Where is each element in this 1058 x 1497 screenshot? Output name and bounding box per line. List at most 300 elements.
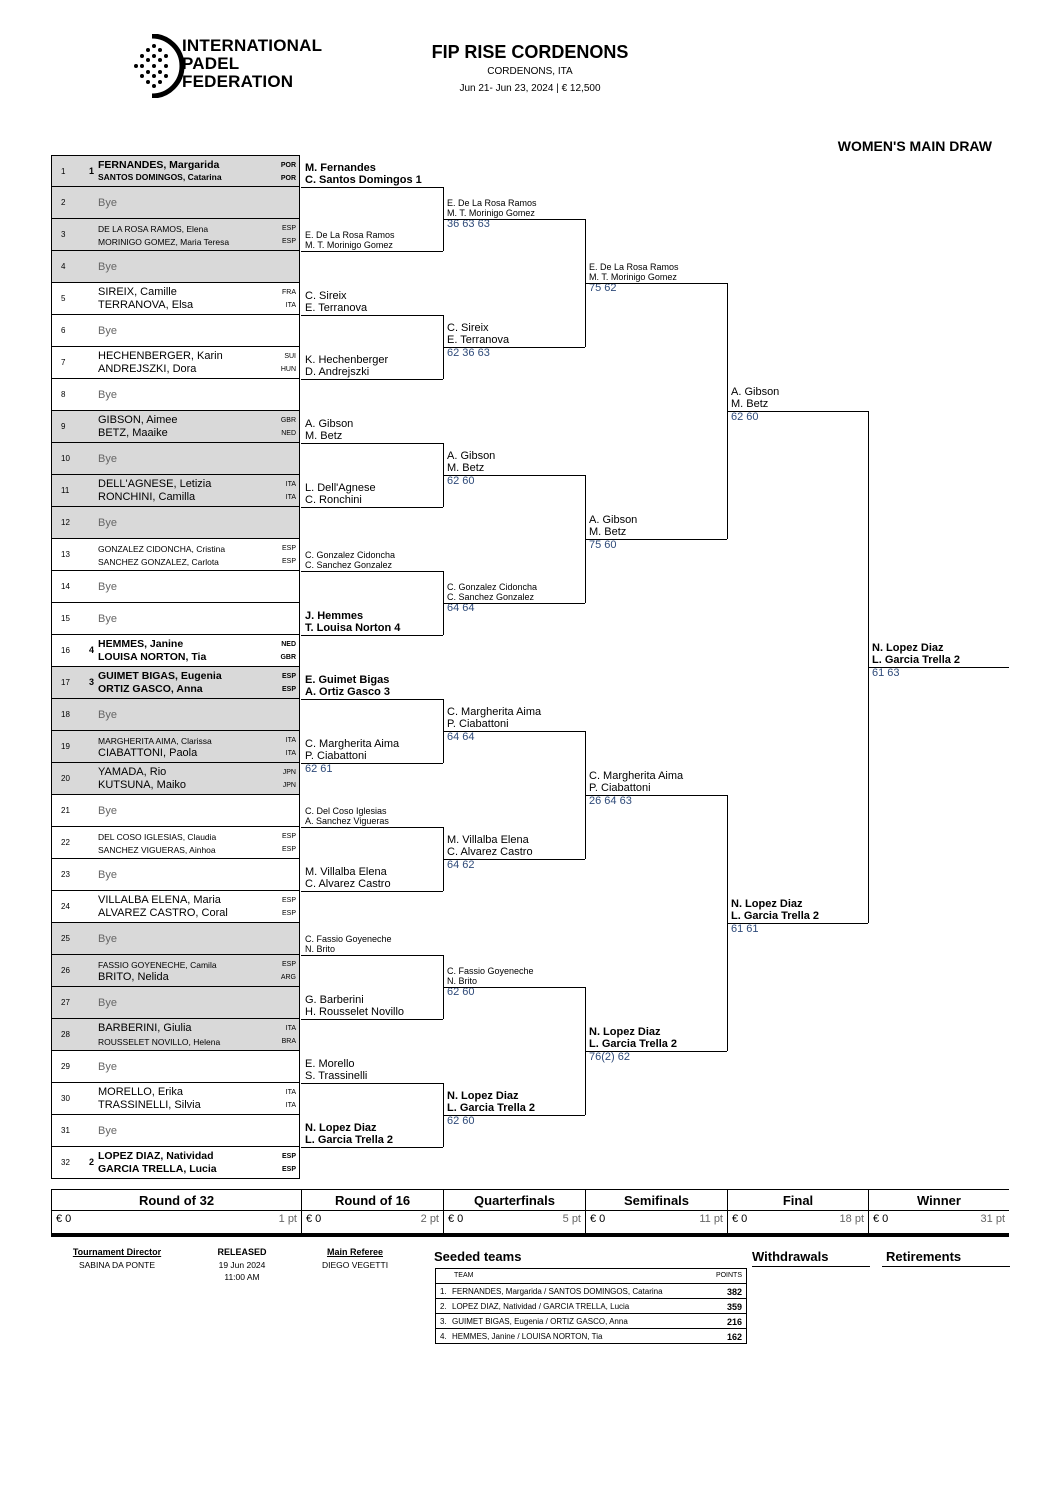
bracket-line: [301, 635, 443, 636]
draw-row: [51, 667, 300, 699]
team-player: P. Ciabattoni: [305, 750, 367, 762]
bracket-line: [301, 891, 443, 892]
team-player: C. Del Coso Iglesias: [305, 806, 387, 816]
team-player: C. Margherita Aima: [305, 738, 400, 750]
player-name: MORELLO, Erika: [98, 1086, 183, 1098]
bracket-line: [443, 219, 585, 220]
draw-row: [51, 795, 300, 827]
prize-money: € 0: [873, 1213, 889, 1225]
draw-position-number: 31: [61, 1126, 70, 1135]
match-winner: [305, 806, 389, 826]
player-name: SIREIX, Camille: [98, 286, 177, 298]
country-code: ESP: [281, 686, 296, 693]
draw-position-number: 4: [61, 262, 66, 271]
draw-position-number: 15: [61, 614, 70, 623]
bracket-line: [301, 1019, 443, 1020]
seed-rank: 2.: [440, 1302, 447, 1311]
draw-row: [51, 1147, 300, 1179]
match-winner: [589, 770, 683, 807]
seed-number: 3: [89, 677, 95, 687]
withdrawals-title: Withdrawals: [752, 1249, 870, 1267]
country-code: ESP: [281, 897, 296, 904]
round-name: Quarterfinals: [474, 1193, 555, 1208]
match-score: 36 63 63: [447, 218, 490, 230]
country-code: ESP: [281, 225, 296, 232]
draw-position-number: 19: [61, 742, 70, 751]
match-score: 75 60: [589, 539, 617, 551]
team-player: M. Betz: [589, 526, 627, 538]
draw-position-number: 32: [61, 1158, 70, 1167]
match-winner: [305, 550, 395, 570]
team-player: E. De La Rosa Ramos: [447, 198, 537, 208]
player-name: TERRANOVA, Elsa: [98, 299, 194, 311]
team-player: C. Sireix: [305, 290, 347, 302]
seed-team: LOPEZ DIAZ, Natividad / GARCIA TRELLA, Lucia: [452, 1302, 630, 1311]
team-player: N. Lopez Diaz: [447, 1090, 519, 1102]
seed-number: 4: [89, 645, 95, 655]
country-code: ITA: [285, 1102, 296, 1109]
released-block: RELEASED 19 Jun 2024 11:00 AM: [217, 1247, 267, 1282]
team-player: A. Gibson: [589, 514, 638, 526]
team-player: N. Lopez Diaz: [589, 1026, 661, 1038]
tournament-location: CORDENONS, ITA: [487, 66, 573, 77]
player-name: MARGHERITA AIMA, Clarissa: [98, 736, 212, 746]
match-winner: [447, 198, 537, 229]
player-name: ANDREJSZKI, Dora: [98, 363, 197, 375]
team-player: M. Villalba Elena: [305, 866, 387, 878]
bracket-line: [443, 347, 585, 348]
bracket-line: [301, 763, 443, 764]
seeded-team-row: [436, 1329, 746, 1343]
seed-number: 1: [89, 166, 95, 176]
match-winner: [305, 934, 392, 954]
match-score: 62 60: [447, 1115, 475, 1127]
prize-money: € 0: [732, 1213, 748, 1225]
match-score: 62 36 63: [447, 347, 490, 359]
country-code: ESP: [281, 833, 296, 840]
prize-money: € 0: [306, 1213, 322, 1225]
country-code: HUN: [280, 366, 296, 373]
player-name: DELL'AGNESE, Letizia: [98, 478, 212, 490]
draw-position-number: 20: [61, 774, 70, 783]
team-player: C. Gonzalez Cidoncha: [305, 550, 396, 560]
ranking-points: 11 pt: [699, 1213, 723, 1225]
bracket-line: [443, 475, 585, 476]
draw-position-number: 28: [61, 1030, 70, 1039]
ranking-points: 18 pt: [839, 1213, 864, 1225]
round-name: Winner: [917, 1193, 961, 1208]
bracket-line: [301, 443, 443, 444]
draw-row: [51, 859, 300, 891]
match-winner: [305, 610, 400, 634]
player-name: FASSIO GOYENECHE, Camila: [98, 960, 217, 970]
team-player: E. Terranova: [305, 302, 368, 314]
draw-row: [51, 699, 300, 731]
seed-team: GUIMET BIGAS, Eugenia / ORTIZ GASCO, Anna: [452, 1317, 628, 1326]
country-code: JPN: [282, 782, 296, 789]
draw-row: [51, 539, 300, 571]
team-player: P. Ciabattoni: [447, 718, 509, 730]
match-score: 64 64: [447, 731, 475, 743]
draw-row: [51, 1083, 300, 1115]
bye-label: Bye: [98, 325, 117, 337]
bracket-line: [301, 379, 443, 380]
round-cell: [51, 1189, 301, 1235]
team-player: D. Andrejszki: [305, 366, 370, 378]
player-name: BARBERINI, Giulia: [98, 1022, 192, 1034]
seeded-teams-table: [435, 1268, 747, 1344]
draw-position-number: 6: [61, 326, 66, 335]
draw-position-number: 8: [61, 390, 66, 399]
seeded-team-row: [436, 1314, 746, 1329]
draw-row: [51, 1115, 300, 1147]
seed-rank: 3.: [440, 1317, 447, 1326]
bracket-line: [727, 923, 868, 924]
bracket-line: [727, 411, 868, 412]
team-player: C. Sireix: [447, 322, 489, 334]
draw-row: [51, 347, 300, 379]
team-player: H. Rousselet Novillo: [305, 1006, 405, 1018]
team-player: A. Gibson: [447, 450, 496, 462]
match-winner: [447, 582, 537, 613]
country-code: ITA: [285, 1089, 296, 1096]
player-name: SANCHEZ VIGUERAS, Ainhoa: [98, 845, 216, 855]
country-code: ITA: [285, 494, 296, 501]
draw-position-number: 7: [61, 358, 66, 367]
team-player: A. Gibson: [305, 418, 354, 430]
bye-label: Bye: [98, 197, 117, 209]
seeded-teams-title: Seeded teams: [434, 1249, 522, 1264]
round-cell: [868, 1189, 1009, 1235]
draw-position-number: 29: [61, 1062, 70, 1071]
match-winner: [305, 162, 422, 186]
match-winner: [447, 1090, 535, 1127]
country-code: ITA: [285, 737, 296, 744]
draw-position-number: 5: [61, 294, 66, 303]
round-name: Round of 16: [334, 1193, 411, 1208]
ranking-points: 1 pt: [278, 1213, 297, 1225]
player-name: CIABATTONI, Paola: [98, 747, 198, 759]
draw-position-number: 11: [61, 486, 70, 495]
bye-label: Bye: [98, 1061, 117, 1073]
team-player: E. Terranova: [447, 334, 510, 346]
bracket-line: [301, 699, 443, 700]
match-winner: [305, 1122, 393, 1146]
country-code: ITA: [285, 302, 296, 309]
player-name: ALVAREZ CASTRO, Coral: [98, 907, 228, 919]
match-winner: [305, 866, 391, 890]
draw-position-number: 21: [61, 806, 70, 815]
team-player: N. Brito: [447, 976, 478, 986]
director-block: Tournament Director SABINA DA PONTE: [72, 1247, 162, 1270]
country-code: FRA: [282, 289, 296, 296]
player-name: GARCIA TRELLA, Lucia: [98, 1163, 217, 1175]
team-player: M. T. Morinigo Gomez: [305, 240, 393, 250]
player-name: ORTIZ GASCO, Anna: [98, 683, 203, 695]
player-name: YAMADA, Rio: [98, 766, 167, 778]
team-player: L. Garcia Trella 2: [872, 654, 961, 666]
bracket-line: [585, 539, 727, 540]
player-name: GONZALEZ CIDONCHA, Cristina: [98, 544, 226, 554]
match-winner: [305, 418, 353, 442]
team-player: M. T. Morinigo Gomez: [589, 272, 677, 282]
match-score: 62 60: [447, 986, 475, 998]
draw-position-number: 25: [61, 934, 70, 943]
team-player: L. Garcia Trella 2: [731, 910, 820, 922]
match-winner: [447, 450, 495, 487]
bracket-line: [443, 731, 585, 732]
ranking-points: 31 pt: [980, 1213, 1005, 1225]
bye-label: Bye: [98, 517, 117, 529]
seed-points: 382: [726, 1287, 742, 1297]
match-score: 26 64 63: [589, 795, 632, 807]
bye-label: Bye: [98, 389, 117, 401]
bracket-line: [301, 571, 443, 572]
country-code: ITA: [285, 750, 296, 757]
country-code: ESP: [281, 558, 296, 565]
match-winner: [305, 1058, 367, 1082]
team-player: M. Villalba Elena: [447, 834, 529, 846]
match-winner: [589, 1026, 677, 1063]
round-name: Final: [782, 1193, 814, 1208]
bracket-line: [301, 1083, 443, 1084]
player-name: KUTSUNA, Maiko: [98, 779, 187, 791]
ranking-points: 5 pt: [562, 1213, 581, 1225]
team-player: C. Fassio Goyeneche: [447, 966, 534, 976]
match-winner: [731, 386, 779, 423]
team-player: M. T. Morinigo Gomez: [447, 208, 535, 218]
draw-position-number: 9: [61, 422, 66, 431]
player-name: HECHENBERGER, Karin: [98, 350, 223, 362]
country-code: ESP: [281, 238, 296, 245]
player-name: HEMMES, Janine: [98, 638, 184, 650]
bye-label: Bye: [98, 933, 117, 945]
round-cell: [727, 1189, 868, 1235]
match-winner: [305, 994, 404, 1018]
player-name: DE LA ROSA RAMOS, Elena: [98, 224, 209, 234]
match-score: 61 63: [872, 667, 900, 679]
team-player: C. Alvarez Castro: [447, 846, 533, 858]
bracket-line: [301, 507, 443, 508]
country-code: JPN: [282, 769, 296, 776]
seed-points: 359: [726, 1302, 742, 1312]
draw-row: [51, 155, 300, 187]
team-player: N. Lopez Diaz: [872, 642, 944, 654]
round-cell: [585, 1189, 727, 1235]
match-winner: [589, 262, 679, 293]
draw-row: [51, 315, 300, 347]
team-player: L. Dell'Agnese: [305, 482, 376, 494]
team-player: C. Gonzalez Cidoncha: [447, 582, 538, 592]
draw-row: [51, 731, 300, 763]
draw-row: [51, 379, 300, 411]
round-cell: [301, 1189, 443, 1235]
draw-row: [51, 1019, 300, 1051]
player-name: TRASSINELLI, Silvia: [98, 1099, 201, 1111]
match-winner: [447, 322, 509, 359]
bracket-line: [443, 1115, 585, 1116]
draw-row: [51, 1051, 300, 1083]
country-code: POR: [280, 162, 296, 169]
seeded-team-row: [436, 1299, 746, 1314]
prize-money: € 0: [590, 1213, 606, 1225]
bracket-line: [301, 315, 443, 316]
bye-label: Bye: [98, 997, 117, 1009]
draw-position-number: 18: [61, 710, 70, 719]
draw-position-number: 13: [61, 550, 70, 559]
draw-row: [51, 955, 300, 987]
match-winner: [731, 898, 819, 935]
logo-wordmark: INTERNATIONAL PADEL FEDERATION: [182, 36, 323, 91]
team-player: L. Garcia Trella 2: [589, 1038, 678, 1050]
draw-row: [51, 635, 300, 667]
player-name: DEL COSO IGLESIAS, Claudia: [98, 832, 217, 842]
country-code: ESP: [281, 1166, 296, 1173]
team-player: C. Santos Domingos 1: [305, 174, 422, 186]
draw-row: [51, 923, 300, 955]
bracket-line: [301, 827, 443, 828]
draw-position-number: 16: [61, 646, 70, 655]
team-player: G. Barberini: [305, 994, 364, 1006]
draw-position-number: 3: [61, 230, 66, 239]
team-player: C. Margherita Aima: [589, 770, 684, 782]
team-player: C. Ronchini: [305, 494, 362, 506]
bye-label: Bye: [98, 1125, 117, 1137]
tournament-dates: Jun 21- Jun 23, 2024 | € 12,500: [459, 83, 601, 94]
match-score: 64 62: [447, 859, 475, 871]
draw-row: [51, 987, 300, 1019]
draw-row: [51, 187, 300, 219]
points-col-header: POINTS: [715, 1272, 742, 1279]
player-name: BRITO, Nelida: [98, 971, 169, 983]
draw-row: [51, 507, 300, 539]
player-name: RONCHINI, Camilla: [98, 491, 196, 503]
match-winner: [447, 706, 541, 743]
draw-row: [51, 571, 300, 603]
country-code: BRA: [281, 1038, 296, 1045]
team-player: M. Betz: [447, 462, 485, 474]
bye-label: Bye: [98, 453, 117, 465]
draw-name: WOMEN'S MAIN DRAW: [837, 138, 992, 154]
match-winner: [305, 230, 395, 250]
bracket-line: [301, 187, 443, 188]
draw-position-number: 24: [61, 902, 70, 911]
team-player: E. De La Rosa Ramos: [305, 230, 395, 240]
draw-row: [51, 763, 300, 795]
team-player: S. Trassinelli: [305, 1070, 368, 1082]
draw-position-number: 17: [61, 678, 70, 687]
country-code: GBR: [280, 417, 296, 424]
country-code: ITA: [285, 481, 296, 488]
bye-label: Bye: [98, 613, 117, 625]
round-name: Semifinals: [623, 1193, 690, 1208]
rounds-table: [51, 1189, 1009, 1235]
draw-row: [51, 475, 300, 507]
player-name: SANTOS DOMINGOS, Catarina: [98, 172, 222, 182]
round-name: Round of 32: [138, 1193, 215, 1208]
player-name: BETZ, Maaike: [98, 427, 168, 439]
seed-points: 162: [726, 1332, 742, 1342]
tournament-title: FIP RISE CORDENONS: [431, 42, 629, 62]
match-score: 62 60: [731, 411, 759, 423]
team-player: M. Fernandes: [305, 162, 376, 174]
country-code: ITA: [285, 1025, 296, 1032]
draw-row: [51, 411, 300, 443]
ranking-points: 2 pt: [420, 1213, 439, 1225]
draw-position-number: 10: [61, 454, 70, 463]
match-winner: [305, 482, 376, 506]
team-player: E. Morello: [305, 1058, 355, 1070]
retirements-title: Retirements: [882, 1249, 1010, 1267]
team-player: E. Guimet Bigas: [305, 674, 390, 686]
player-name: MORINIGO GOMEZ, Maria Teresa: [98, 237, 230, 247]
player-name: GUIMET BIGAS, Eugenia: [98, 670, 222, 682]
seed-rank: 4.: [440, 1332, 447, 1341]
match-score: 64 64: [447, 602, 475, 614]
bracket-line: [301, 955, 443, 956]
match-score: 61 61: [731, 923, 759, 935]
team-player: L. Garcia Trella 2: [305, 1134, 394, 1146]
bracket-line: [301, 251, 443, 252]
team-player: J. Hemmes: [305, 610, 364, 622]
country-code: NED: [281, 430, 296, 437]
player-name: SANCHEZ GONZALEZ, Carlota: [98, 557, 219, 567]
match-winner: [447, 966, 534, 997]
team-player: P. Ciabattoni: [589, 782, 651, 794]
draw-position-number: 2: [61, 198, 66, 207]
country-code: POR: [280, 175, 296, 182]
player-name: ROUSSELET NOVILLO, Helena: [98, 1037, 221, 1047]
draw-row: [51, 251, 300, 283]
draw-row: [51, 283, 300, 315]
draw-position-number: 26: [61, 966, 70, 975]
referee-block: Main Referee DIEGO VEGETTI: [321, 1247, 389, 1270]
prize-money: € 0: [448, 1213, 464, 1225]
team-player: N. Lopez Diaz: [731, 898, 803, 910]
bye-label: Bye: [98, 869, 117, 881]
country-code: ESP: [281, 1153, 296, 1160]
match-winner: [872, 642, 960, 679]
team-player: N. Brito: [305, 944, 336, 954]
bracket-line: [868, 667, 1009, 668]
seed-team: HEMMES, Janine / LOUISA NORTON, Tia: [452, 1332, 603, 1341]
match-score: 76(2) 62: [589, 1051, 630, 1063]
bracket-line: [301, 1147, 443, 1148]
draw-row: [51, 219, 300, 251]
draw-position-number: 30: [61, 1094, 70, 1103]
bye-label: Bye: [98, 805, 117, 817]
match-winner: [305, 674, 390, 698]
round-cell: [443, 1189, 585, 1235]
team-player: A. Gibson: [731, 386, 780, 398]
team-player: K. Hechenberger: [305, 354, 389, 366]
bracket-line: [443, 987, 585, 988]
team-player: E. De La Rosa Ramos: [589, 262, 679, 272]
draw-position-number: 27: [61, 998, 70, 1007]
player-name: LOUISA NORTON, Tia: [98, 651, 207, 663]
team-player: T. Louisa Norton 4: [305, 622, 401, 634]
bracket-line: [443, 603, 585, 604]
team-player: C. Alvarez Castro: [305, 878, 391, 890]
team-player: M. Betz: [731, 398, 769, 410]
seeded-team-row: [436, 1284, 746, 1299]
match-winner: [447, 834, 533, 871]
player-name: VILLALBA ELENA, Maria: [98, 894, 221, 906]
team-player: C. Margherita Aima: [447, 706, 542, 718]
player-name: FERNANDES, Margarida: [98, 159, 220, 171]
match-score: 62 60: [447, 475, 475, 487]
draw-position-number: 1: [61, 167, 66, 176]
